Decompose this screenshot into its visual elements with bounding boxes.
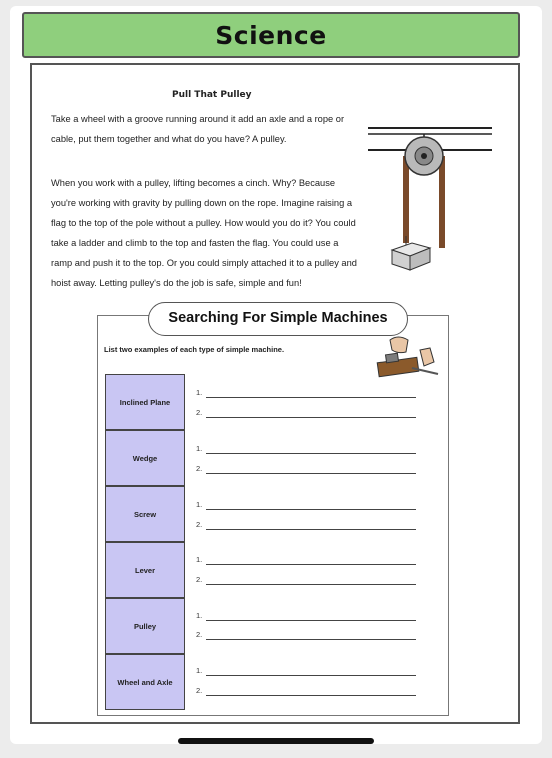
answer-line[interactable] — [196, 666, 416, 678]
article-paragraph-2: When you work with a pulley, lifting becomes a cinch. Why? Because you're working with gravity by pulling down on the rope. Imagine raising a flag to the top of the pole without a pulley. How would you do it? You could take a ladder and climb to the top and fasten the flag. You could use a ramp and push it to the top. Or you could simply attached it to a pulley and hoist away. Letting pulley's do the job is safe, simple and fun! — [51, 178, 357, 288]
answer-number: 1. — [196, 388, 203, 397]
answer-number: 2. — [196, 575, 203, 584]
machine-cell-pulley: Pulley — [105, 598, 185, 654]
answer-number: 2. — [196, 630, 203, 639]
machine-cell-wedge: Wedge — [105, 430, 185, 486]
worksheet-title-pill — [148, 302, 408, 336]
machine-cell-lever: Lever — [105, 542, 185, 598]
subject-banner — [22, 12, 520, 58]
answer-number: 2. — [196, 686, 203, 695]
answer-number: 1. — [196, 611, 203, 620]
machine-cell-inclined-plane: Inclined Plane — [105, 374, 185, 430]
answer-line[interactable] — [196, 444, 416, 456]
answer-line[interactable] — [196, 555, 416, 567]
hand-tools-icon — [368, 332, 440, 387]
answer-line[interactable] — [196, 464, 416, 476]
answer-line[interactable] — [196, 520, 416, 532]
answer-number: 2. — [196, 408, 203, 417]
subject-title: Science — [215, 21, 327, 50]
answer-line[interactable] — [196, 611, 416, 623]
answer-number: 1. — [196, 555, 203, 564]
worksheet-title: Searching For Simple Machines — [168, 310, 388, 326]
answer-number: 2. — [196, 464, 203, 473]
answer-number: 2. — [196, 520, 203, 529]
worksheet-box-bottom — [97, 715, 449, 716]
answer-line[interactable] — [196, 500, 416, 512]
answer-line[interactable] — [196, 388, 416, 400]
answer-number: 1. — [196, 500, 203, 509]
worksheet-instruction: List two examples of each type of simple machine. — [104, 345, 285, 354]
answer-number: 1. — [196, 666, 203, 675]
machine-cell-screw: Screw — [105, 486, 185, 542]
article-paragraph-1: Take a wheel with a groove running around it add an axle and a rope or cable, put them together and what do you have? A pulley. — [51, 114, 345, 144]
home-indicator[interactable] — [178, 738, 374, 744]
answer-line[interactable] — [196, 630, 416, 642]
article-title: Pull That Pulley — [172, 90, 252, 100]
answer-line[interactable] — [196, 575, 416, 587]
answer-number: 1. — [196, 444, 203, 453]
answer-line[interactable] — [196, 686, 416, 698]
machine-cell-wheel-and-axle: Wheel and Axle — [105, 654, 185, 710]
answer-line[interactable] — [196, 408, 416, 420]
pulley-icon — [366, 118, 496, 278]
